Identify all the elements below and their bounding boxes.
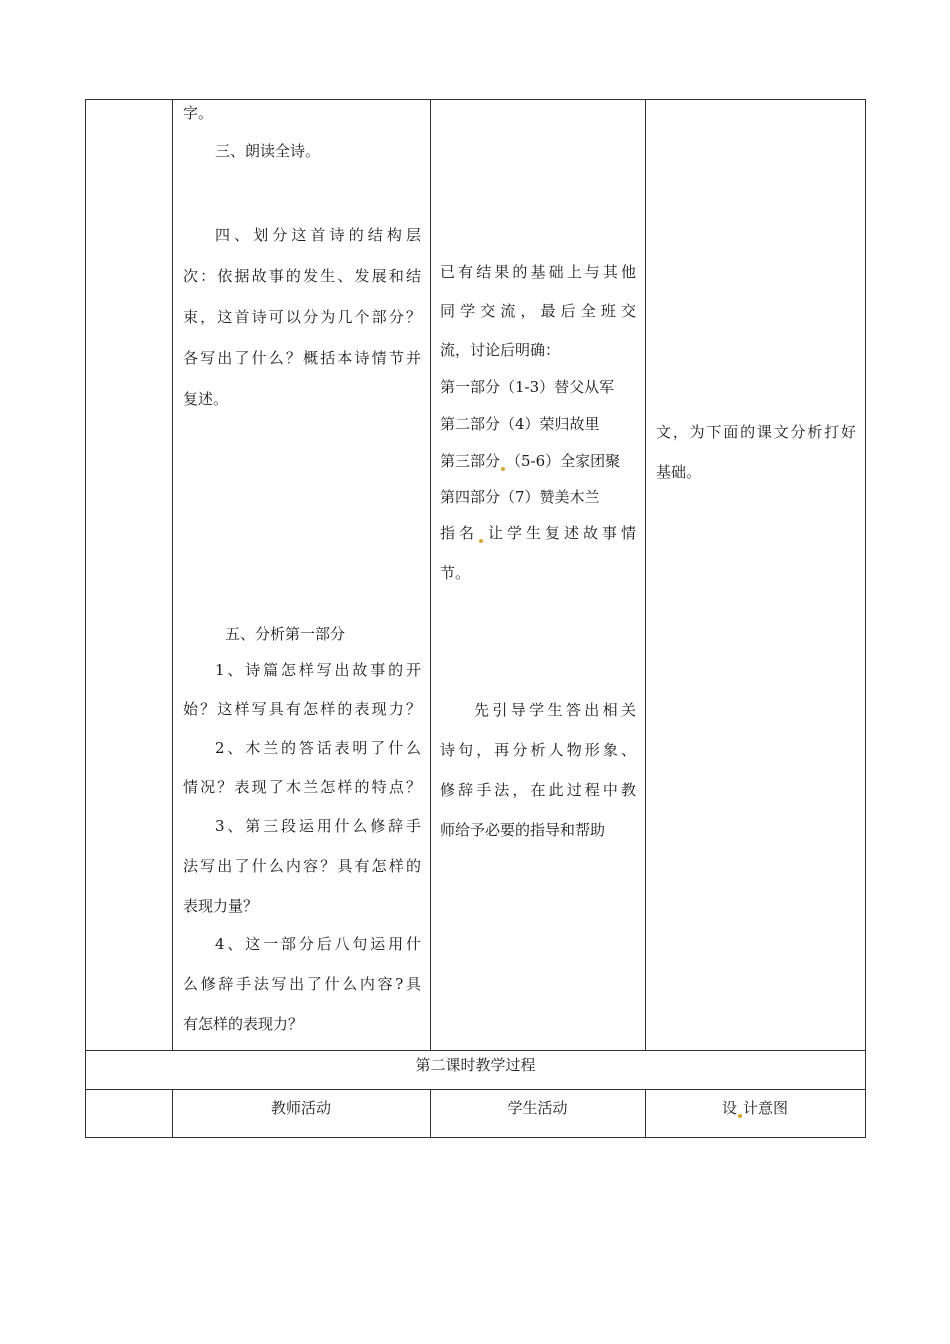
student-text-line: 已有结果的基础上与其他 [440, 263, 636, 281]
part-item-label: 第三部分 [440, 452, 501, 470]
second-lesson-title: 第二课时教学过程 [415, 1056, 536, 1074]
question-1-line: 始？这样写具有怎样的表现力？ [183, 700, 421, 718]
table-border-right [865, 99, 866, 1138]
row-divider-main [85, 1050, 866, 1051]
section-3-title: 三、朗读全诗。 [215, 142, 321, 160]
retell-text-a: 指名 [440, 524, 478, 542]
question-4-line: 么修辞手法写出了什么内容?具 [183, 975, 421, 993]
section-4-line: 各写出了什么？概括本诗情节并 [183, 349, 421, 367]
section-4-line: 复述。 [183, 390, 229, 408]
question-4-line: 有怎样的表现力？ [183, 1015, 304, 1033]
question-3-line: 3、第三段运用什么修辞手 [215, 817, 421, 835]
part-item: 第四部分（7）赞美木兰 [440, 488, 600, 506]
table-border-left [85, 99, 86, 1138]
section-5-title: 五、分析第一部分 [225, 625, 346, 643]
column-divider-2 [430, 99, 431, 1051]
student-text-line: 修辞手法，在此过程中教 [440, 781, 636, 799]
part-item-content: （5-6）全家团聚 [506, 452, 621, 470]
section-4-line: 次：依据故事的发生、发展和结 [183, 267, 421, 285]
part-item: 第一部分（1-3）替父从军 [440, 378, 615, 396]
mark-dot-icon [479, 539, 483, 543]
row-divider-title [85, 1089, 866, 1090]
table-border-top [85, 99, 866, 100]
student-text-line: 节。 [440, 564, 471, 582]
mark-dot-icon [738, 1114, 742, 1118]
student-text-line: 师给予必要的指导和帮助 [440, 821, 606, 839]
column-divider-1 [172, 99, 173, 1051]
text-line: 字。 [183, 104, 214, 122]
part-item: 第二部分（4）荣归故里 [440, 415, 600, 433]
design-text-line: 文，为下面的课文分析打好 [656, 423, 856, 441]
section-4-line: 束，这首诗可以分为几个部分？ [183, 308, 421, 326]
question-4-line: 4、这一部分后八句运用什 [215, 935, 421, 953]
student-text-line: 流，讨论后明确： [440, 341, 561, 359]
question-3-line: 表现力量？ [183, 897, 259, 915]
question-2-line: 2、木兰的答话表明了什么 [215, 739, 421, 757]
student-text-line [440, 523, 636, 543]
student-text-line: 先引导学生答出相关 [474, 701, 636, 719]
design-text-line: 基础。 [656, 463, 702, 481]
header-design-text-a: 设 [721, 1099, 737, 1117]
table-border-bottom [85, 1137, 866, 1138]
header-student-activity: 学生活动 [507, 1099, 568, 1117]
header-design-text-b: 计意图 [743, 1099, 789, 1117]
student-text-line: 同学交流，最后全班交 [440, 302, 636, 320]
section-4-line: 四、划分这首诗的结构层 [215, 226, 421, 244]
student-text-line: 诗句，再分析人物形象、 [440, 741, 636, 759]
question-3-line: 法写出了什么内容？具有怎样的 [183, 857, 421, 875]
header-teacher-activity: 教师活动 [270, 1099, 331, 1117]
mark-dot-icon [501, 467, 505, 471]
header-design-intent [645, 1098, 865, 1118]
column-divider-3 [645, 99, 646, 1051]
question-2-line: 情况？表现了木兰怎样的特点？ [183, 778, 421, 796]
question-1-line: 1、诗篇怎样写出故事的开 [215, 661, 421, 679]
part-item [440, 451, 620, 471]
retell-text-b: 让学生复述故事情 [484, 524, 636, 542]
